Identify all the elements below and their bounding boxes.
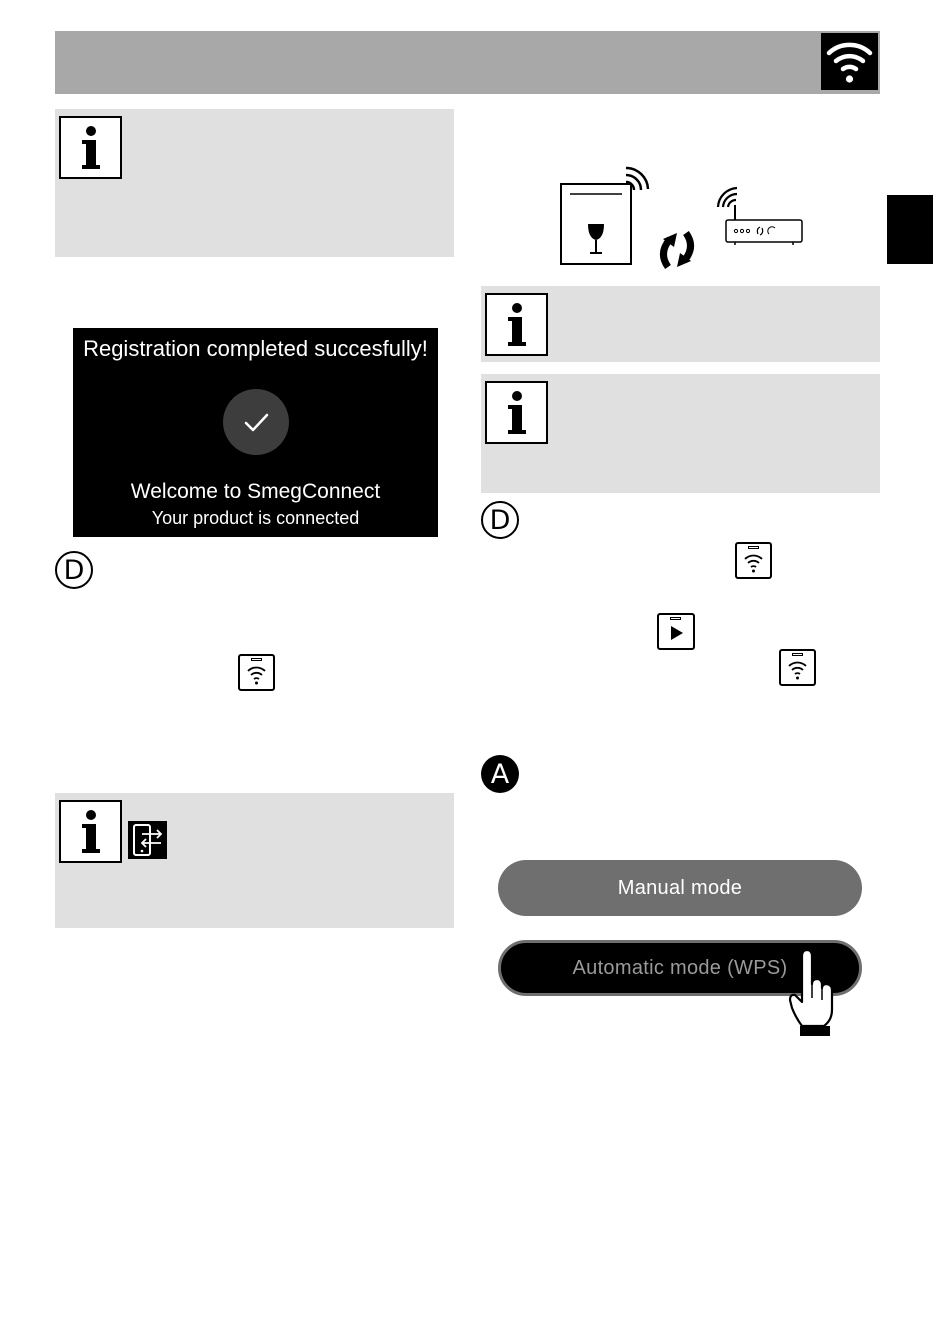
step-marker-a: A: [481, 755, 519, 793]
screen-welcome: Welcome to SmegConnect: [130, 480, 381, 503]
manual-mode-button[interactable]: Manual mode: [498, 860, 862, 916]
sync-arrows-icon: [652, 225, 702, 275]
step-marker-d-left: D: [55, 551, 93, 589]
chapter-tab: [887, 195, 933, 264]
wine-cooler-icon: [558, 163, 653, 267]
play-key-icon: [657, 613, 695, 650]
info-icon: [485, 381, 548, 444]
info-icon: [59, 800, 122, 863]
wifi-icon: [821, 33, 878, 90]
screen-subtitle: Your product is connected: [151, 508, 360, 528]
header-bar: [55, 31, 880, 94]
wifi-key-icon: [779, 649, 816, 686]
registration-screen: [73, 328, 438, 537]
phone-transfer-icon: [128, 821, 167, 859]
wifi-key-icon: [735, 542, 772, 579]
step-marker-d-right: D: [481, 501, 519, 539]
automatic-mode-button[interactable]: Automatic mode (WPS): [498, 940, 862, 996]
check-icon: [223, 389, 289, 455]
info-icon: [485, 293, 548, 356]
info-icon: [59, 116, 122, 179]
router-icon: [713, 185, 805, 247]
wifi-key-icon: [238, 654, 275, 691]
screen-title: Registration completed succesfully!: [83, 336, 428, 361]
pointing-hand-icon: [788, 948, 836, 1038]
